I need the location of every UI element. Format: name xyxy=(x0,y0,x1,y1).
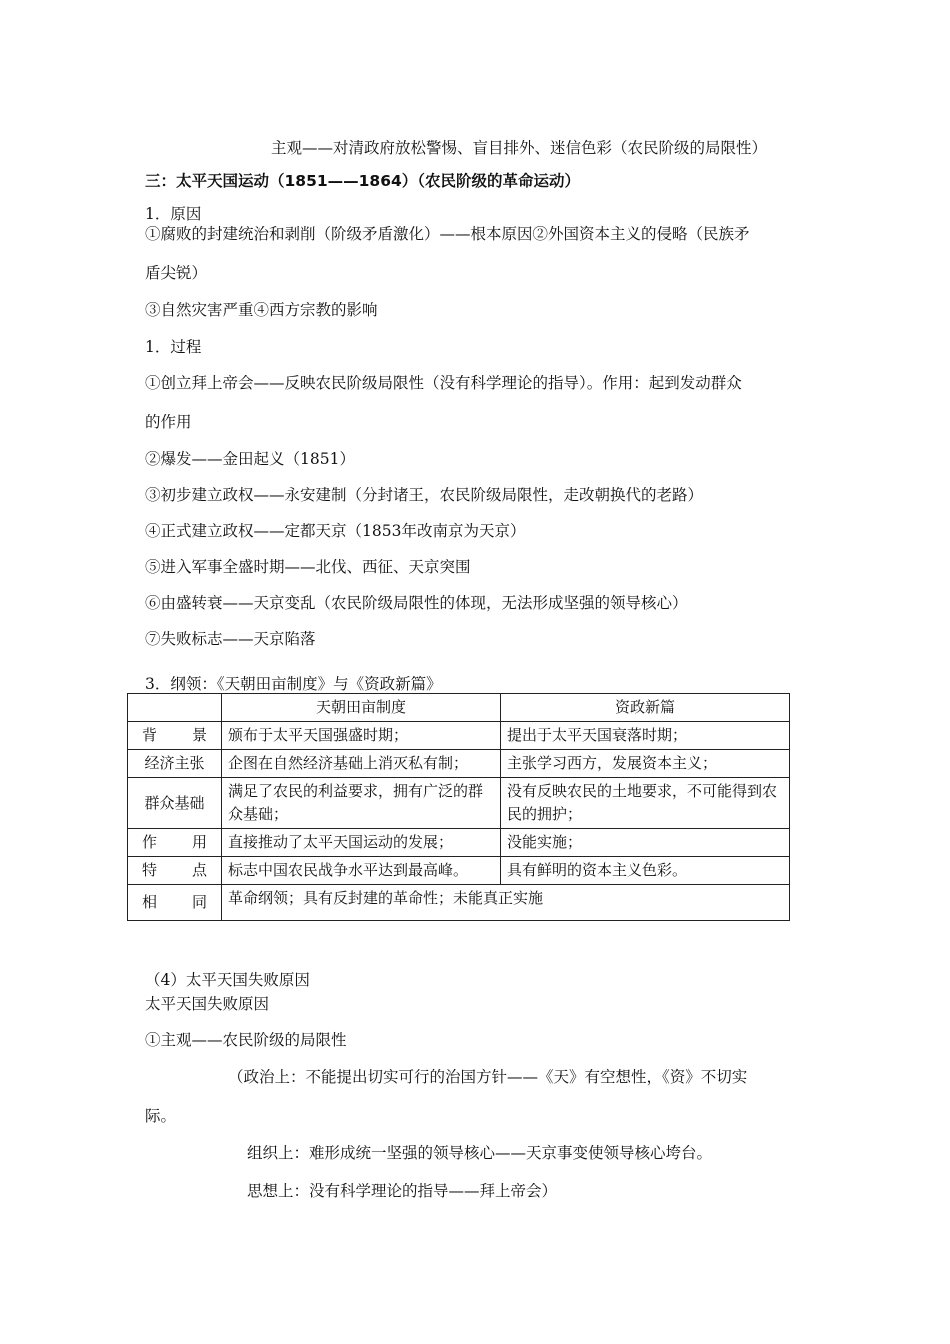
text-line: ③自然灾害严重④西方宗教的影响 xyxy=(145,301,378,319)
text-line: ⑥由盛转衰——天京变乱（农民阶级局限性的体现，无法形成坚强的领导核心） xyxy=(145,594,688,612)
text-line: 的作用 xyxy=(145,413,192,431)
comparison-table xyxy=(127,693,790,921)
text-line: ①主观——农民阶级的局限性 xyxy=(145,1031,347,1049)
table-cell: 满足了农民的利益要求，拥有广泛的群众基础； xyxy=(222,778,501,829)
table-row xyxy=(128,829,790,857)
text-line: 太平天国失败原因 xyxy=(145,995,270,1013)
subheading-failure: （4）太平天国失败原因 xyxy=(145,971,310,989)
table-cell: 提出于太平天国衰落时期； xyxy=(501,722,790,750)
table-cell: 直接推动了太平天国运动的发展； xyxy=(222,829,501,857)
text-line: ③初步建立政权——永安建制（分封诸王，农民阶级局限性，走改朝换代的老路） xyxy=(145,486,704,504)
text-line: 盾尖锐） xyxy=(145,264,208,282)
text-line: （政治上：不能提出切实可行的治国方针——《天》有空想性，《资》不切实 xyxy=(228,1068,748,1086)
section-heading: 三：太平天国运动（1851——1864）（农民阶级的革命运动） xyxy=(145,172,581,190)
table-row xyxy=(128,885,790,921)
subheading-program: 3．纲领：《天朝田亩制度》与《资政新篇》 xyxy=(145,675,442,693)
table-cell-merged: 革命纲领；具有反封建的革命性；未能真正实施 xyxy=(222,885,790,921)
table-row xyxy=(128,750,790,778)
text-line: ②爆发——金田起义（1851） xyxy=(145,450,355,468)
table-cell: 没能实施； xyxy=(501,829,790,857)
table-header-row xyxy=(128,694,790,722)
row-label: 特 点 xyxy=(128,857,222,885)
table-row xyxy=(128,778,790,829)
text-line: ④正式建立政权——定都天京（1853年改南京为天京） xyxy=(145,522,526,540)
row-label: 背 景 xyxy=(128,722,222,750)
table-row xyxy=(128,722,790,750)
row-label: 作 用 xyxy=(128,829,222,857)
text-line: 思想上：没有科学理论的指导——拜上帝会） xyxy=(247,1182,558,1200)
text-line: 际。 xyxy=(145,1107,177,1125)
table-cell: 主张学习西方，发展资本主义； xyxy=(501,750,790,778)
table-cell: 企图在自然经济基础上消灭私有制； xyxy=(222,750,501,778)
table-header-cell: 资政新篇 xyxy=(501,694,790,722)
table-cell: 具有鲜明的资本主义色彩。 xyxy=(501,857,790,885)
table-row xyxy=(128,857,790,885)
subheading-process: 1．过程 xyxy=(145,338,202,356)
row-label: 群众基础 xyxy=(128,778,222,829)
text-line: ①腐败的封建统治和剥削（阶级矛盾激化）——根本原因②外国资本主义的侵略（民族矛 xyxy=(145,225,750,243)
table-cell: 颁布于太平天国强盛时期； xyxy=(222,722,501,750)
text-line: ①创立拜上帝会——反映农民阶级局限性（没有科学理论的指导）。作用：起到发动群众 xyxy=(145,374,742,392)
table-header-cell: 天朝田亩制度 xyxy=(222,694,501,722)
table-header-cell xyxy=(128,694,222,722)
text-line: 组织上：难形成统一坚强的领导核心——天京事变使领导核心垮台。 xyxy=(247,1144,713,1162)
text-line: ⑤进入军事全盛时期——北伐、西征、天京突围 xyxy=(145,558,471,576)
row-label: 经济主张 xyxy=(128,750,222,778)
row-label: 相 同 xyxy=(128,885,222,921)
subheading-causes: 1．原因 xyxy=(145,205,202,223)
table-cell: 没有反映农民的土地要求，不可能得到农民的拥护； xyxy=(501,778,790,829)
table-cell: 标志中国农民战争水平达到最高峰。 xyxy=(222,857,501,885)
text-line: ⑦失败标志——天京陷落 xyxy=(145,630,316,648)
text-line: 主观——对清政府放松警惕、盲目排外、迷信色彩（农民阶级的局限性） xyxy=(271,139,768,157)
